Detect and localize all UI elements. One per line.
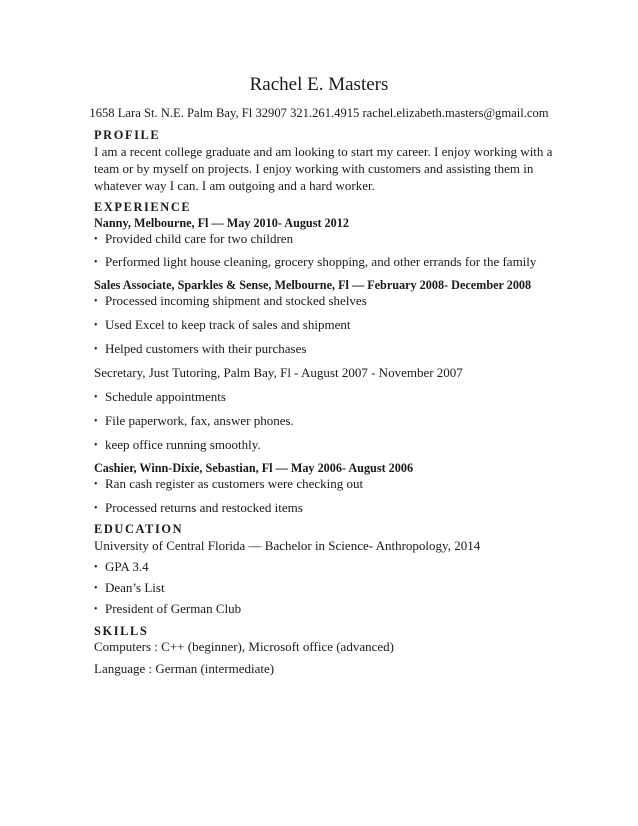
bullet-icon: • [94, 257, 98, 268]
bullet-item [94, 341, 306, 357]
bullet-text: File paperwork, fax, answer phones. [105, 413, 294, 428]
bullet-item [94, 476, 363, 492]
skills-heading: SKILLS [94, 624, 149, 638]
resume-name: Rachel E. Masters [249, 74, 389, 95]
bullet-text: Ran cash register as customers were checking out [105, 476, 364, 491]
bullet-item [94, 317, 350, 333]
education-school: University of Central Florida — Bachelor in Science- Anthropology, 2014 [94, 538, 481, 553]
bullet-icon: • [94, 344, 98, 355]
profile-heading: PROFILE [94, 128, 161, 142]
bullet-item [94, 601, 241, 617]
job-title: Secretary, Just Tutoring, Palm Bay, Fl - August 2007 - November 2007 [94, 365, 463, 380]
skills-line: Computers : C++ (beginner), Microsoft office (advanced) [94, 639, 394, 654]
bullet-text: GPA 3.4 [105, 559, 149, 574]
bullet-icon: • [94, 503, 98, 514]
job-title: Nanny, Melbourne, Fl — May 2010- August 2012 [94, 216, 349, 230]
experience-heading: EXPERIENCE [94, 200, 192, 214]
bullet-item [94, 437, 261, 453]
bullet-text: Helped customers with their purchases [105, 341, 307, 356]
bullet-item [94, 231, 293, 247]
job-title: Sales Associate, Sparkles & Sense, Melbourne, Fl — February 2008- December 2008 [94, 278, 532, 292]
bullet-item [94, 389, 226, 405]
bullet-text: Performed light house cleaning, grocery shopping, and other errands for the family [105, 254, 537, 269]
bullet-item [94, 559, 149, 575]
bullet-icon: • [94, 440, 98, 451]
bullet-text: Schedule appointments [105, 389, 226, 404]
bullet-item [94, 254, 536, 270]
job-title: Cashier, Winn-Dixie, Sebastian, Fl — May 2006- August 2006 [94, 461, 414, 475]
skills-line: Language : German (intermediate) [94, 661, 275, 676]
bullet-icon: • [94, 296, 98, 307]
bullet-item [94, 500, 303, 516]
education-heading: EDUCATION [94, 522, 184, 536]
bullet-text: President of German Club [105, 601, 242, 616]
bullet-icon: • [94, 604, 98, 615]
bullet-icon: • [94, 320, 98, 331]
bullet-icon: • [94, 234, 98, 245]
profile-line: whatever way I can. I am outgoing and a hard worker. [94, 178, 375, 193]
bullet-text: Used Excel to keep track of sales and shipment [105, 317, 351, 332]
bullet-icon: • [94, 416, 98, 427]
bullet-item [94, 580, 165, 596]
bullet-icon: • [94, 392, 98, 403]
contact-info: 1658 Lara St. N.E. Palm Bay, Fl 32907 321.261.4915 rachel.elizabeth.masters@gmail.com [89, 106, 549, 120]
bullet-icon: • [94, 479, 98, 490]
bullet-text: Processed returns and restocked items [105, 500, 303, 515]
bullet-text: Dean’s List [105, 580, 165, 595]
profile-line: team or by myself on projects. I enjoy working with customers and assisting them in [94, 161, 534, 176]
bullet-item [94, 413, 294, 429]
bullet-item [94, 293, 367, 309]
bullet-text: Provided child care for two children [105, 231, 294, 246]
profile-line: I am a recent college graduate and am looking to start my career. I enjoy working with a [94, 144, 553, 159]
bullet-text: Processed incoming shipment and stocked shelves [105, 293, 367, 308]
bullet-text: keep office running smoothly. [105, 437, 261, 452]
bullet-icon: • [94, 562, 98, 573]
bullet-icon: • [94, 583, 98, 594]
